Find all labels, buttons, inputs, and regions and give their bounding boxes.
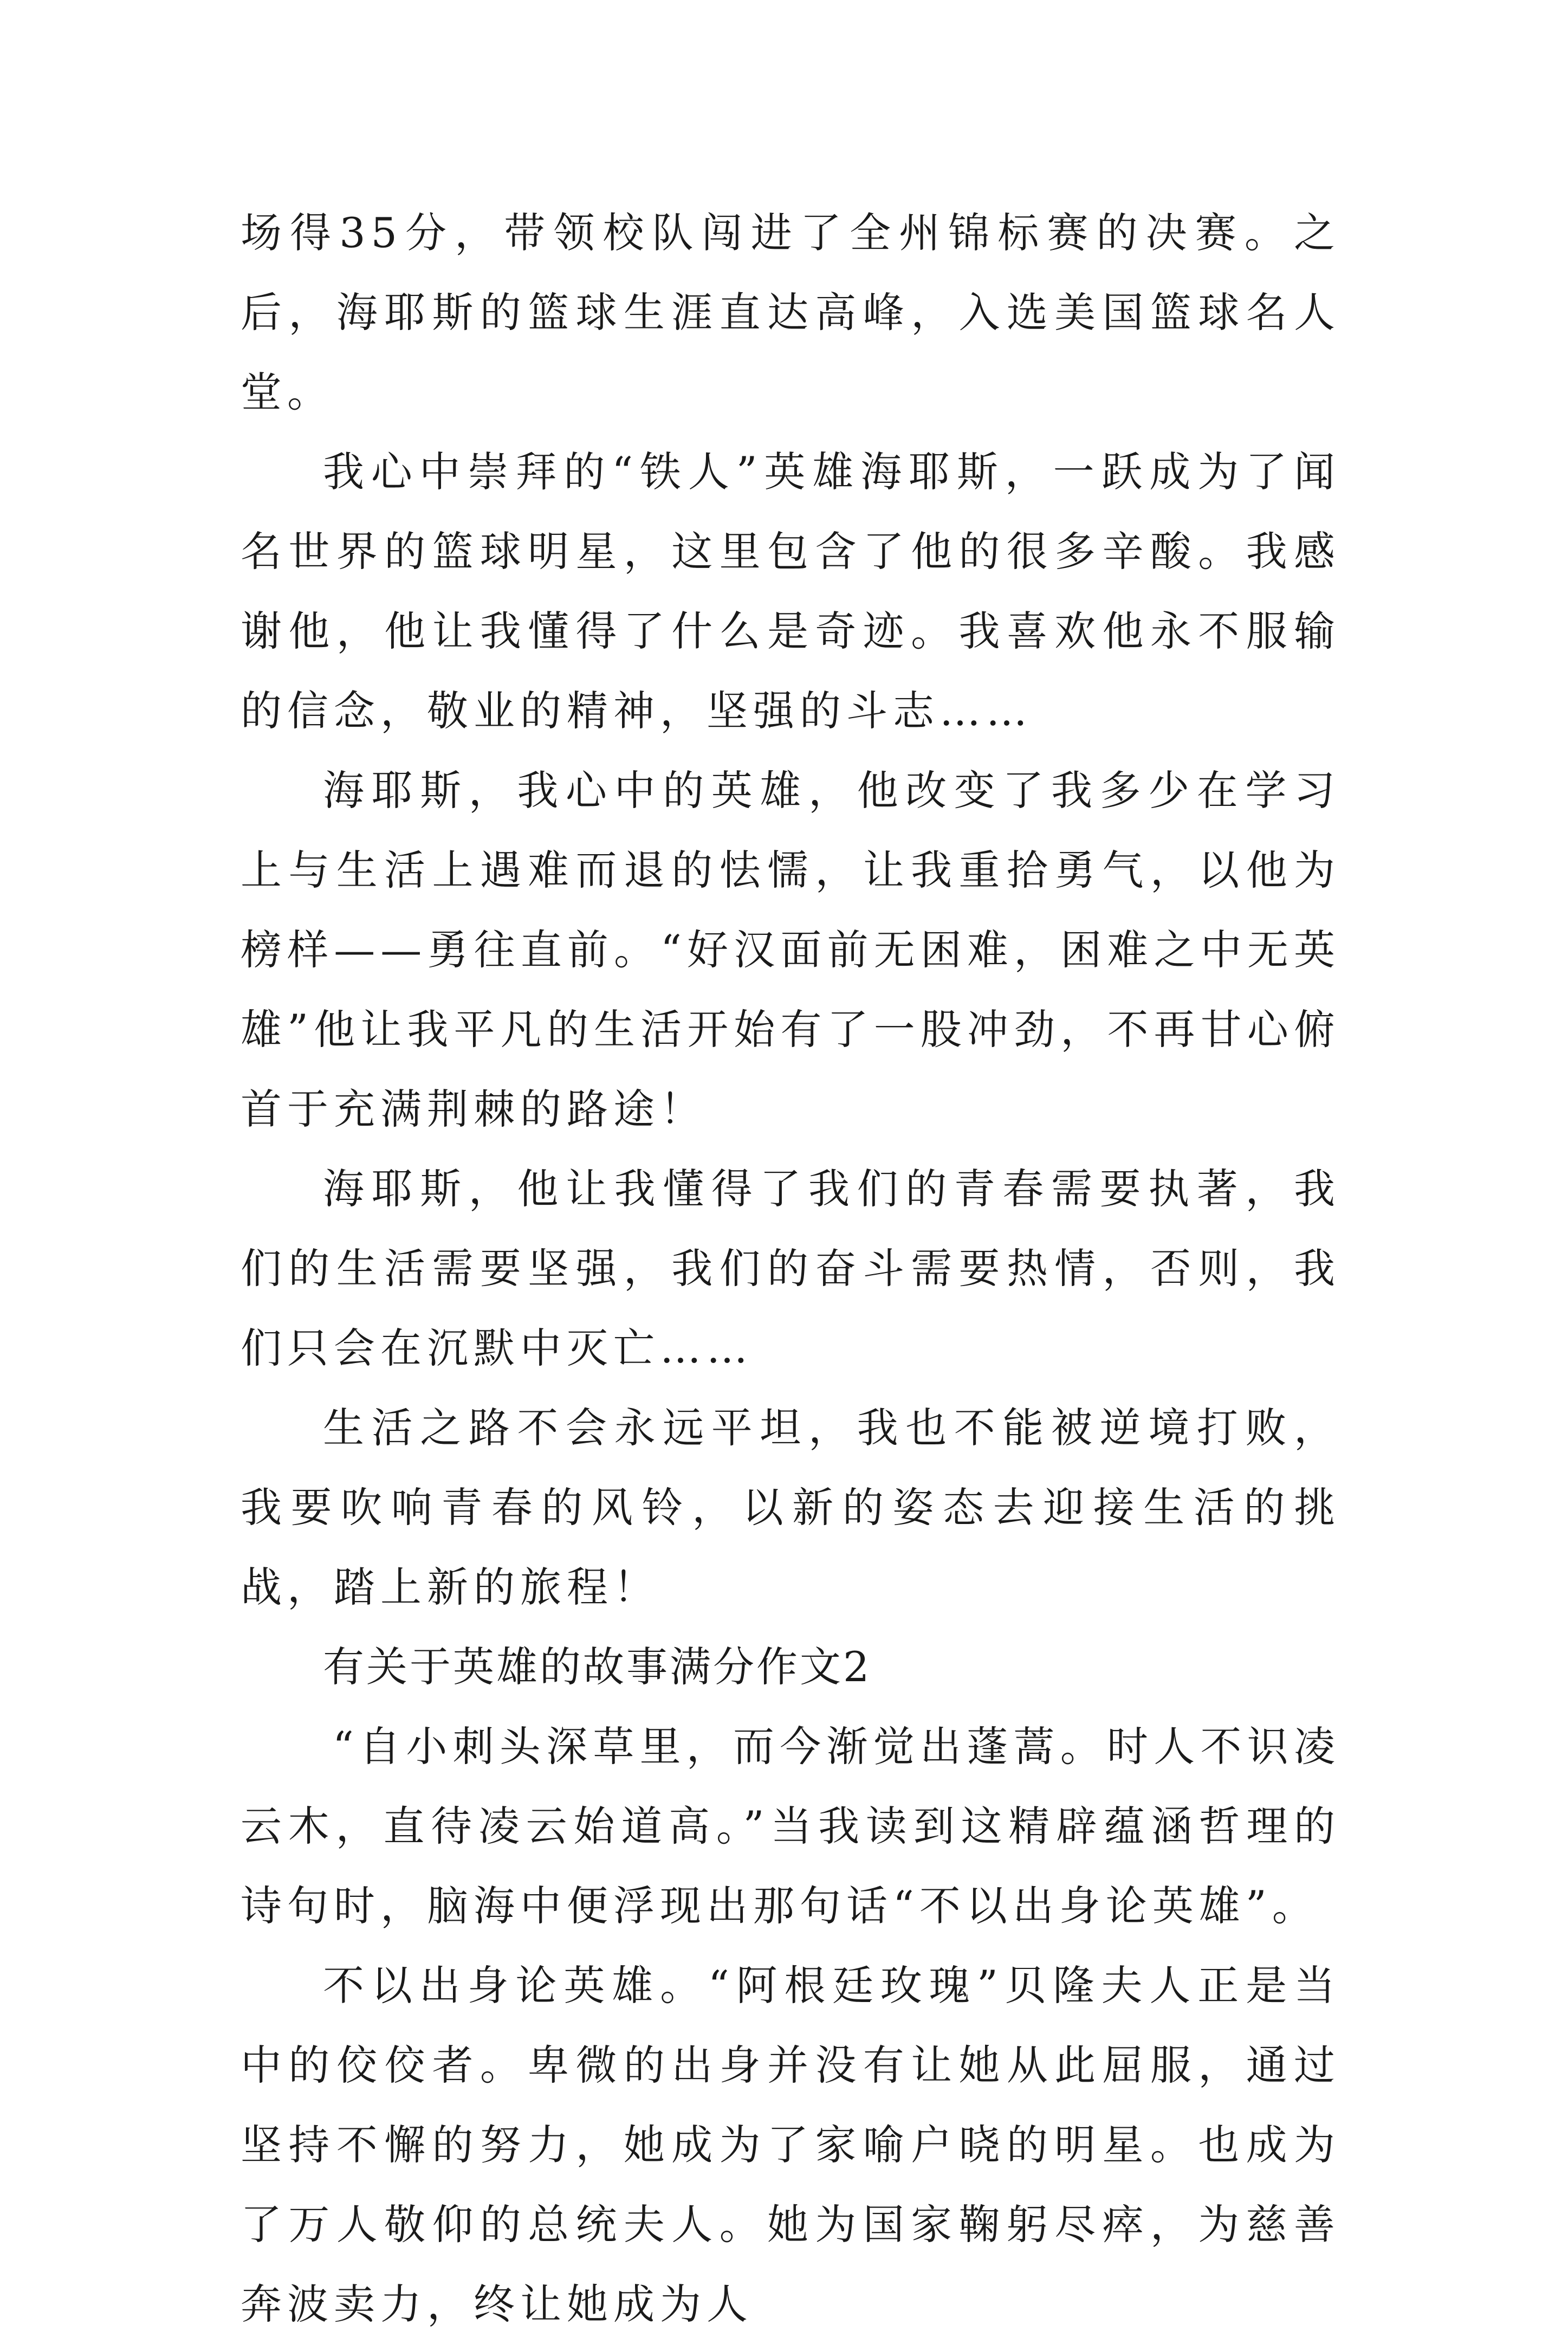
- paragraph-my-hero: 海耶斯，我心中的英雄，他改变了我多少在学习上与生活上遇难而退的怯懦，让我重拾勇气，以他为榜样——勇往直前。“好汉面前无困难，困难之中无英雄”他让我平凡的生活开始有了一股冲劲，不再甘心俯首于充满荆棘的路途！: [241, 766, 1340, 1133]
- paragraph-poem-quote: “自小刺头深草里，而今渐觉出蓬蒿。时人不识凌云木，直待凌云始道高。”当我读到这精辟蕴涵哲理的诗句时，脑海中便浮现出那句话“不以出身论英雄”。: [241, 1722, 1340, 1930]
- essay-heading: 有关于英雄的故事满分作文2: [323, 1643, 872, 1691]
- paragraph-road-of-life: 生活之路不会永远平坦，我也不能被逆境打败，我要吹响青春的风铃，以新的姿态去迎接生活的挑战，踏上新的旅程！: [241, 1404, 1340, 1611]
- paragraph-youth-persistence: 海耶斯，他让我懂得了我们的青春需要执著，我们的生活需要坚强，我们的奋斗需要热情，否则，我们只会在沉默中灭亡……: [241, 1165, 1340, 1372]
- document-body: [241, 193, 1340, 2344]
- paragraph-continuation: 场得35分，带领校队闯进了全州锦标赛的决赛。之后，海耶斯的篮球生涯直达高峰，入选美国篮球名人堂。: [241, 209, 1340, 416]
- paragraph-eva-peron: 不以出身论英雄。“阿根廷玫瑰”贝隆夫人正是当中的佼佼者。卑微的出身并没有让她从此屈服，通过坚持不懈的努力，她成为了家喻户晓的明星。也成为了万人敬仰的总统夫人。她为国家鞠躬尽瘁，为慈善奔波卖力，终让她成为人: [241, 1961, 1340, 2328]
- paragraph-iron-man-hero: 我心中崇拜的“铁人”英雄海耶斯，一跃成为了闻名世界的篮球明星，这里包含了他的很多辛酸。我感谢他，他让我懂得了什么是奇迹。我喜欢他永不服输的信念，敬业的精神，坚强的斗志……: [241, 448, 1340, 735]
